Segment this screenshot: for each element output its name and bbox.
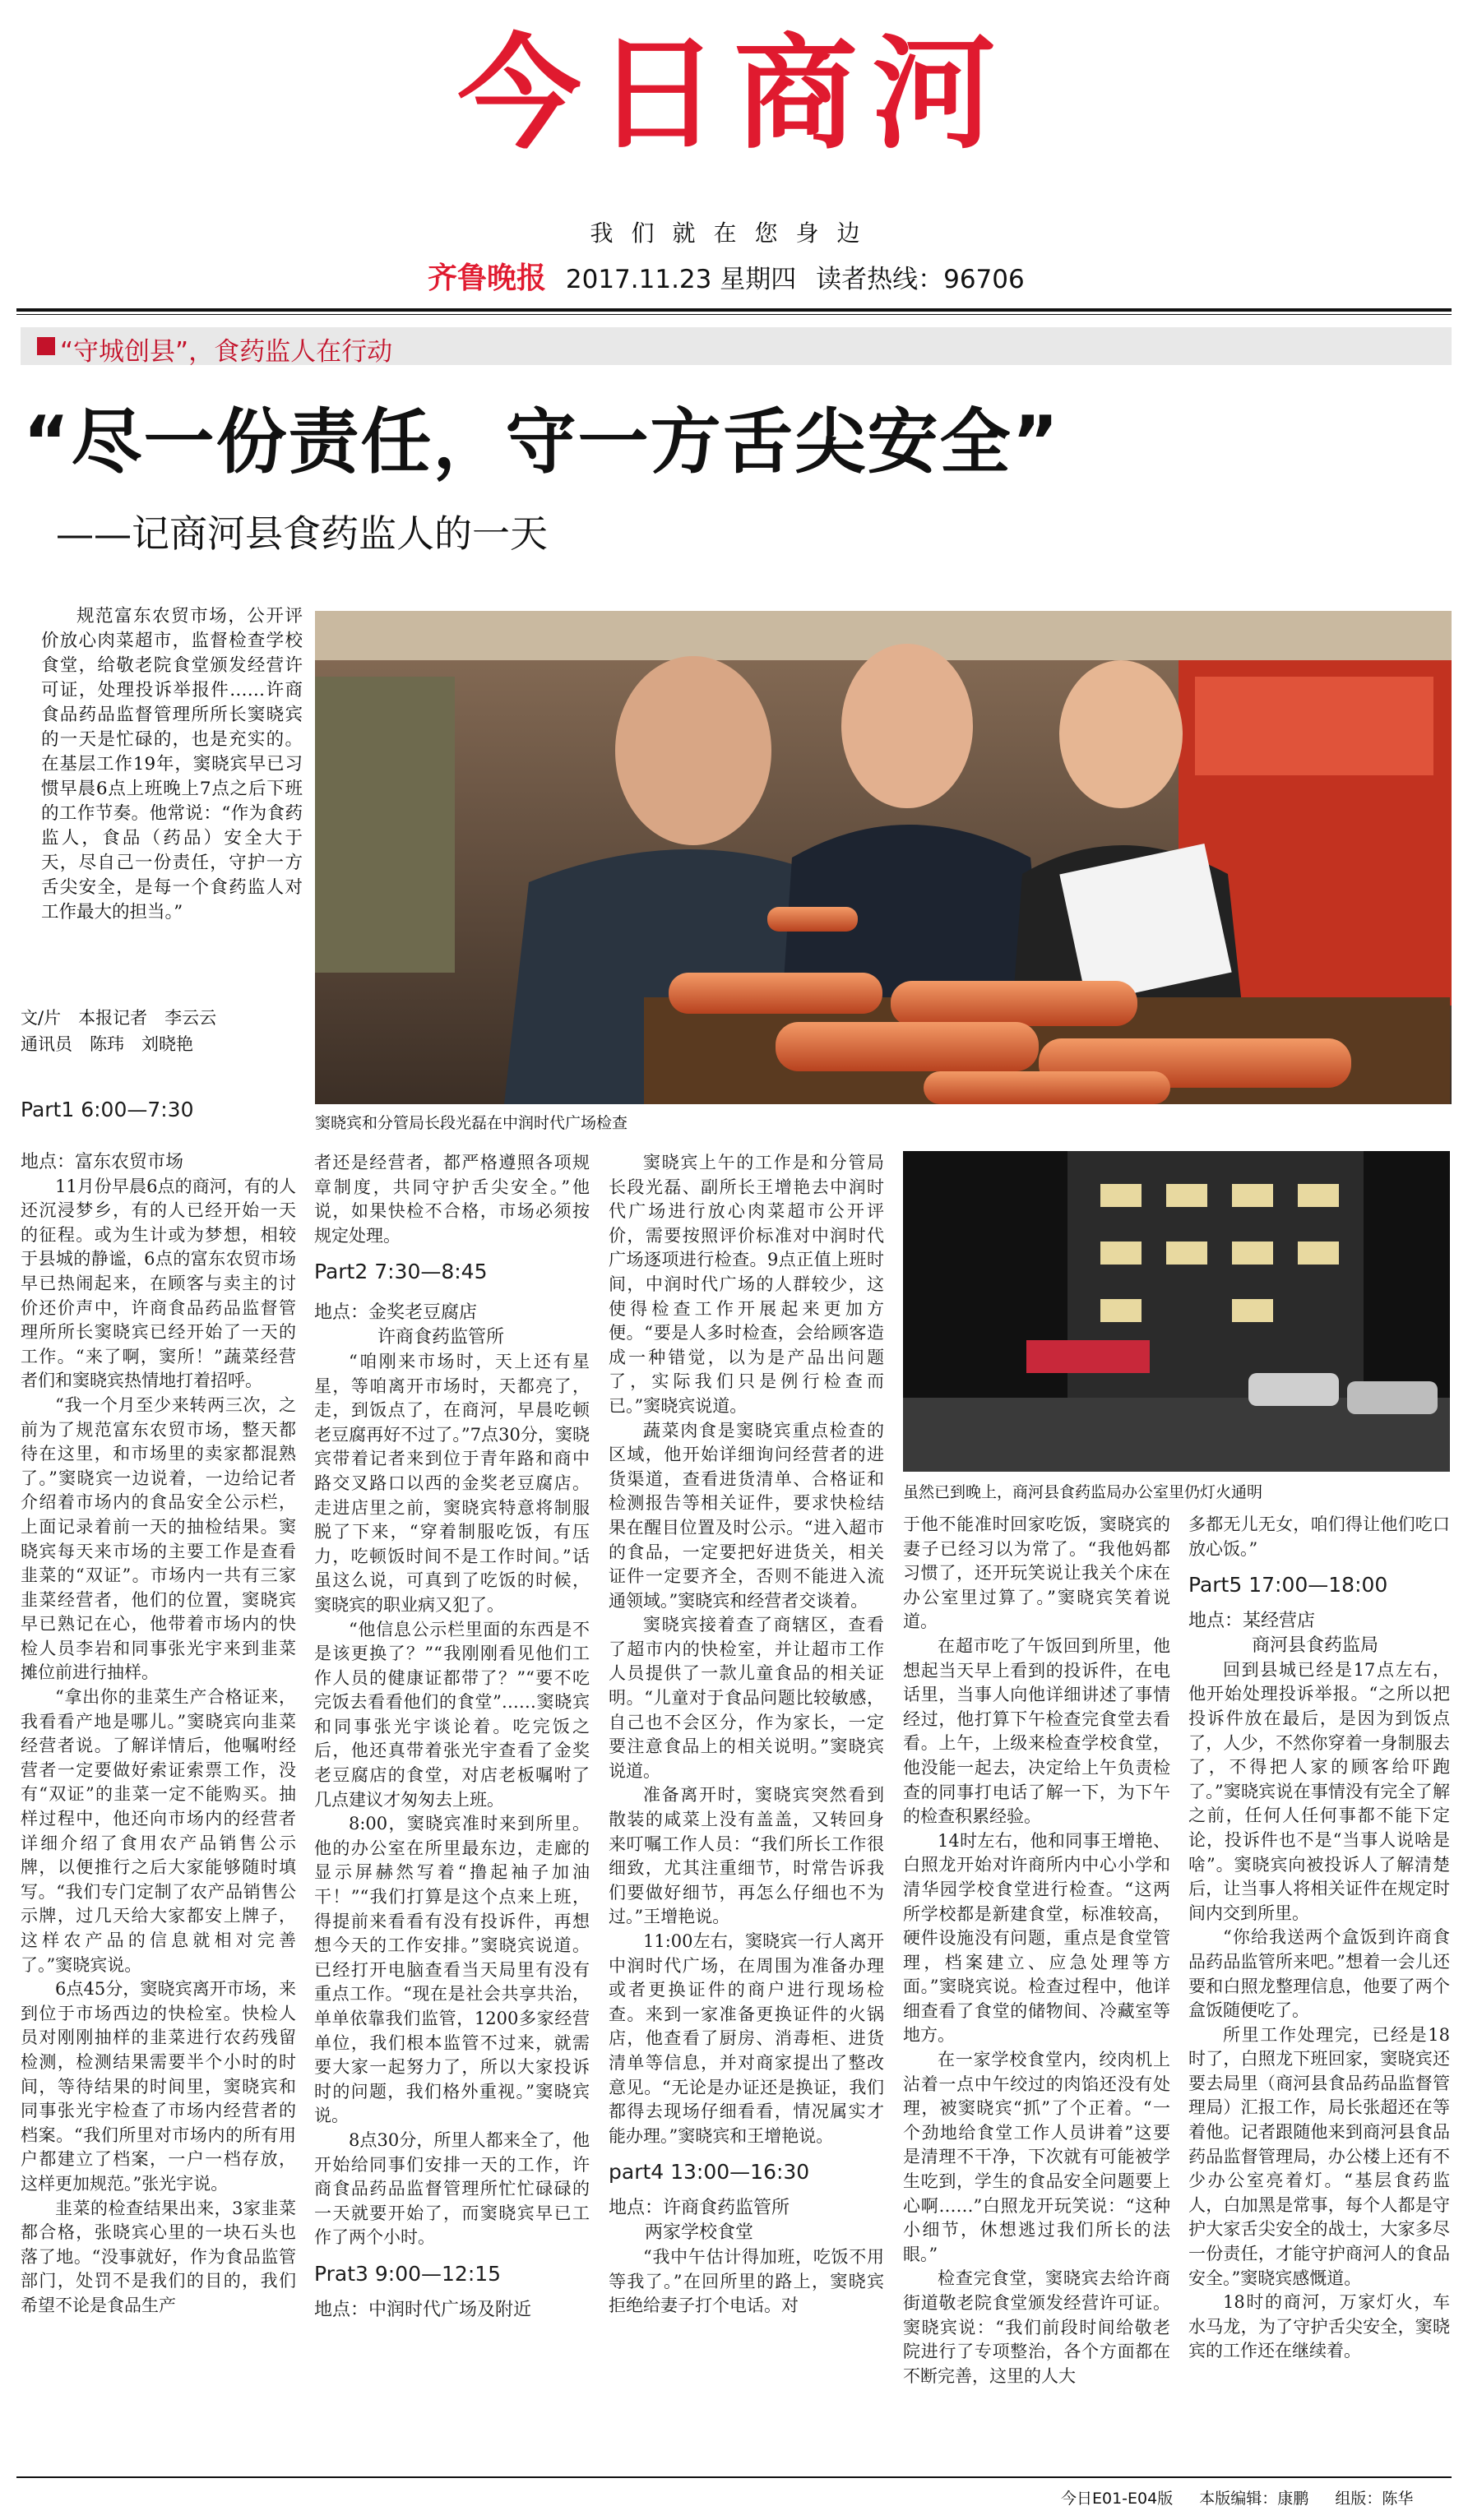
section-heading-part2: Part2 7:30—8:45 [314,1260,488,1284]
byline-author: 文/片 本报记者 李云云 [21,1008,217,1028]
paragraph: 窦晓宾接着查了商辖区，查看了超市内的快检室，并让超市工作人员提供了一款儿童食品的相关证明。“儿童对于食品问题比较敏感，自己也不会区分，作为家长，一定要注意食品上的相关说明。”窦晓宾说道。 [609,1615,884,1781]
square-bullet-icon [37,337,55,355]
paragraph: “我中午估计得加班，吃饭不用等我了。”在回所里的路上，窦晓宾拒绝给妻子打个电话。对 [609,2246,884,2316]
section-heading-part4: part4 13:00—16:30 [609,2160,810,2185]
lead-text: 规范富东农贸市场，公开评价放心肉菜超市，监督检查学校食堂，给敬老院食堂颁发经营许可证，处理投诉举报件……许商食品药品监督管理所所长窦晓宾的一天是忙碌的，也是充实的。在基层工作19年，窦晓宾早已习惯早晨6点上班晚上7点之后下班的工作节奏。他常说：“作为食药监人，食品（药品）安全大于天，尽自己一份责任，守护一方舌尖安全，是每一个食药监人对工作最大的担当。” [41,606,303,922]
location-part4-second: 两家学校食堂 [645,2222,754,2243]
paragraph: “你给我送两个盒饭到许商食品药品监管所来吧。”想着一会儿还要和白照龙整理信息，他要了两个盒饭随便吃了。 [1188,1927,1450,2021]
page-footer [1061,2486,1413,2508]
paragraph: 6点45分，窦晓宾离开市场，来到位于市场西边的快检室。快检人员对刚刚抽样的韭菜进行农药残留检测，检测结果需要半个小时的时间，等待结果的时间里，窦晓宾和同事张光宇检查了市场内经营者的档案。“我们所里对市场内的所有用户都建立了档案，一户一档存放，这样更加规范。”张光宇说。 [21,1979,296,2194]
location-part3: 地点：中润时代广场及附近 [314,2299,532,2320]
layout-credit: 组版：陈华 [1335,2490,1414,2508]
issue-date: 2017.11.23 星期四 [565,265,797,294]
photo-caption-1: 窦晓宾和分管局长段光磊在中润时代广场检查 [315,1114,628,1132]
reader-hotline: 读者热线：96706 [816,265,1025,294]
paragraph: 于他不能准时回家吃饭，窦晓宾的妻子已经习以为常了。“我他妈都习惯了，还开玩笑说让我关个床在办公室里过算了。”窦晓宾笑着说道。 [903,1514,1170,1632]
headline: “尽一份责任，守一方舌尖安全” [23,401,1061,483]
inspection-photo [315,611,1452,1104]
location-part2-second: 许商食药监管所 [377,1326,505,1348]
article-column-4 [903,1513,1170,2388]
section-heading-part1: Part1 6:00—7:30 [21,1098,194,1121]
photo-caption-2: 虽然已到晚上，商河县食药监局办公室里仍灯火通明 [903,1483,1263,1501]
paragraph: 14时左右，他和同事王增艳、白照龙开始对许商所内中心小学和清华园学校食堂进行检查。“这两所学校都是新建食堂，标准较高，硬件设施没有问题，重点是食堂管理，档案建立、应急处理等方面。”窦晓宾说。检查过程中，他详细查看了食堂的储物间、冷藏室等地方。 [903,1830,1170,2046]
article-column-1 [21,1098,296,2319]
location-part1: 地点：富东农贸市场 [21,1151,184,1172]
paragraph: “他信息公示栏里面的东西是不是该更换了？”“我刚刚看见他们工作人员的健康证都带了？”“要不吃完饭去看看他们的食堂”……窦晓宾和同事张光宇谈论着。吃完饭之后，他还真带着张光宇查看了金奖老豆腐店的食堂，对店老板嘱咐了几点建议才匆匆去上班。 [314,1619,590,1810]
paragraph: 者还是经营者，都严格遵照各项规章制度，共同守护舌尖安全。”他说，如果快检不合格，市场必须按规定处理。 [314,1153,590,1246]
article-column-3 [609,1151,884,2319]
section-heading-part5: Part5 17:00—18:00 [1188,1573,1388,1598]
location-part5-second: 商河县食药监局 [1252,1635,1379,1656]
editor-credit: 本版编辑：康鹏 [1199,2490,1309,2508]
article-column-2 [314,1151,590,2323]
paragraph: 8点30分，所里人都来全了，他开始给同事们安排一天的工作，许商食品药品监督管理所忙忙碌碌的一天就要开始了，而窦晓宾早已工作了两个小时。 [314,2129,590,2248]
paragraph: “拿出你的韭菜生产合格证来，我看看产地是哪儿。”窦晓宾向韭菜经营者说。了解详情后，他嘱咐经营者一定要做好索证索票工作，没有“双证”的韭菜一定不能购买。抽样过程中，他还向市场内的经营者详细介绍了食用农产品销售公示牌，以便推行之后大家能够随时填写。“我们专门定制了农产品销售公示牌，过几天给大家都安上牌子，这样农产品的信息就相对完善了。”窦晓宾说。 [21,1687,296,1975]
paragraph: 韭菜的检查结果出来，3家韭菜都合格，张晓宾心里的一块石头也落了地。“没事就好，作为食品监管部门，处罚不是我们的目的，我们希望不论是食品生产 [21,2198,296,2315]
paragraph: 蔬菜肉食是窦晓宾重点检查的区域，他开始详细询问经营者的进货渠道，查看进货清单、合格证和检测报告等相关证件，要求快检结果在醒目位置及时公示。“进入超市的食品，一定要把好进货关，相关证件一定要齐全，否则不能进入流通领域。”窦晓宾和经营者交谈着。 [609,1420,884,1611]
night-office-photo [903,1151,1450,1472]
paragraph: “咱刚来市场时，天上还有星星，等咱离开市场时，天都亮了，走，到饭点了，在商河，早晨吃顿老豆腐再好不过了。”7点30分，窦晓宾带着记者来到位于青年路和商中路交叉路口以西的金奖老豆腐店。走进店里之前，窦晓宾特意将制服脱了下来，“穿着制服吃饭，有压力，吃顿饭时间不是工作时间。”话虽这么说，可真到了吃饭的时候，窦晓宾的职业病又犯了。 [314,1351,590,1615]
paragraph: 11:00左右，窦晓宾一行人离开中润时代广场，在周围为准备办理或者更换证件的商户进行现场检查。来到一家准备更换证件的火锅店，他查看了厨房、消毒柜、进货清单等信息，并对商家提出了整改意见。“无论是办证还是换证，我们都得去现场仔细看看，情况属实才能办理。”窦晓宾和王增艳说。 [609,1931,884,2146]
paragraph: 准备离开时，窦晓宾突然看到散装的咸菜上没有盖盖，又转回身来叮嘱工作人员：“我们所长工作很细致，尤其注重细节，时常告诉我们要做好细节，再怎么仔细也不为过。”王增艳说。 [609,1785,884,1927]
location-part4: 地点：许商食药监管所 [609,2197,790,2218]
article-column-5 [1188,1513,1450,2364]
paragraph: 11月份早晨6点的商河，有的人还沉浸梦乡，有的人已经开始一天的征程。或为生计或为梦想，相较于县城的静谧，6点的富东农贸市场早已热闹起来，在顾客与卖主的讨价还价声中，许商食品药品监督管理所所长窦晓宾已经开始了一天的工作。“来了啊，窦所！”蔬菜经营者们和窦晓宾热情地打着招呼。 [21,1176,296,1391]
paragraph: 所里工作处理完，已经是18时了，白照龙下班回家，窦晓宾还要去局里（商河县食品药品监督管理局）汇报工作，局长张超还在等着他。记者跟随他来到商河县食品药品监督管理局，办公楼上还有不少办公室亮着灯。“基层食药监人，白加黑是常事，每个人都是守护大家舌尖安全的战士，大家多尽一份责任，才能守护商河人的食品安全。”窦晓宾感慨道。 [1188,2024,1450,2288]
paragraph: 在一家学校食堂内，绞肉机上沾着一点中午绞过的肉馅还没有处理，被窦晓宾“抓”了个正着。“一个劲地给食堂工作人员讲着”这要是清理不干净，下次就有可能被学生吃到，学生的食品安全问题要上心啊……”白照龙开玩笑说：“这种小细节，休想逃过我们所长的法眼。” [903,2050,1170,2264]
location-part2: 地点：金奖老豆腐店 [314,1302,478,1323]
masthead-title: 今日商河 [457,23,1011,166]
paragraph: “我一个月至少来转两三次，之前为了规范富东农贸市场，整天都待在这里，和市场里的卖家都混熟了。”窦晓宾一边说着，一边给记者介绍着市场内的食品安全公示栏，上面记录着前一天的抽检结果。窦晓宾每天来市场的主要工作是查看韭菜的“双证”。市场内一共有三家韭菜经营者，他们的位置，窦晓宾早已熟记在心，他带着市场内的快检人员李岩和同事张光宇来到韭菜摊位前进行抽样。 [21,1394,296,1683]
brand-logo: 齐鲁晚报 [428,261,547,295]
section-kicker [21,327,1452,365]
paragraph: 在超市吃了午饭回到所里，他想起当天早上看到的投诉件，在电话里，当事人向他详细讲述了事情经过，他打算下午检查完食堂去看看。上午，上级来检查学校食堂，他没能一起去，决定给上午负责检查的同事打电话了解一下，为下午的检查积累经验。 [903,1635,1170,1827]
paragraph: 8:00，窦晓宾准时来到所里。他的办公室在所里最东边，走廊的显示屏赫然写着“撸起袖子加油干！”“我们打算是这个点来上班，得提前来看看有没有投诉件，再想想今天的工作安排。”窦晓宾说道。已经打开电脑查看当天局里有没有重点工作。“现在是社会共享共治，单单依靠我们监管，1200多家经营单位，我们根本监管不过来，就需要大家一起努力了，所以大家投诉时的问题，我们格外重视。”窦晓宾说。 [314,1814,590,2126]
masthead-rule-thin [16,314,1452,315]
dateline [428,255,1025,297]
paragraph: 检查完食堂，窦晓宾去给许商街道敬老院食堂颁发经营许可证。窦晓宾说：“我们前段时间给敬老院进行了专项整治，各个方面都在不断完善，这里的人大 [903,2268,1170,2386]
paragraph: 多都无儿无女，咱们得让他们吃口放心饭。” [1188,1514,1450,1559]
byline [21,1005,317,1057]
edition-label: 今日E01-E04版 [1061,2490,1174,2508]
paragraph: 18时的商河，万家灯火，车水马龙，为了守护舌尖安全，窦晓宾的工作还在继续着。 [1188,2292,1450,2361]
section-heading-part3: Prat3 9:00—12:15 [314,2261,502,2286]
paragraph: 窦晓宾上午的工作是和分管局长段光磊、副所长王增艳去中润时代广场进行放心肉菜超市公开评价，需要按照评价标准对中润时代广场逐项进行检查。9点正值上班时间，中润时代广场的人群较少，这使得检查工作开展起来更加方便。“要是人多时检查，会给顾客造成一种错觉，以为是产品出问题了，实际我们只是例行检查而已。”窦晓宾说道。 [609,1153,884,1416]
paragraph: 回到县城已经是17点左右，他开始处理投诉举报。“之所以把投诉件放在最后，是因为到饭点了，人少，不然你穿着一身制服去了，不得把人家的顾客给吓跑了。”窦晓宾说在事情没有完全了解之前，任何人任何事都不能下定论，投诉件也不是“当事人说啥是啥”。窦晓宾向被投诉人了解清楚后，让当事人将相关证件在规定时间内交到所里。 [1188,1659,1450,1923]
footer-rule [16,2476,1452,2478]
masthead-rule [16,308,1452,312]
lead-paragraph [41,604,303,925]
kicker-text: “守城创县”，食药监人在行动 [60,337,393,367]
masthead-motto: 我们就在您身边 [590,220,878,247]
subheadline: ——记商河县食药监人的一天 [56,511,548,556]
byline-correspondents: 通讯员 陈玮 刘晓艳 [21,1034,193,1054]
location-part5: 地点：某经营店 [1188,1610,1316,1631]
